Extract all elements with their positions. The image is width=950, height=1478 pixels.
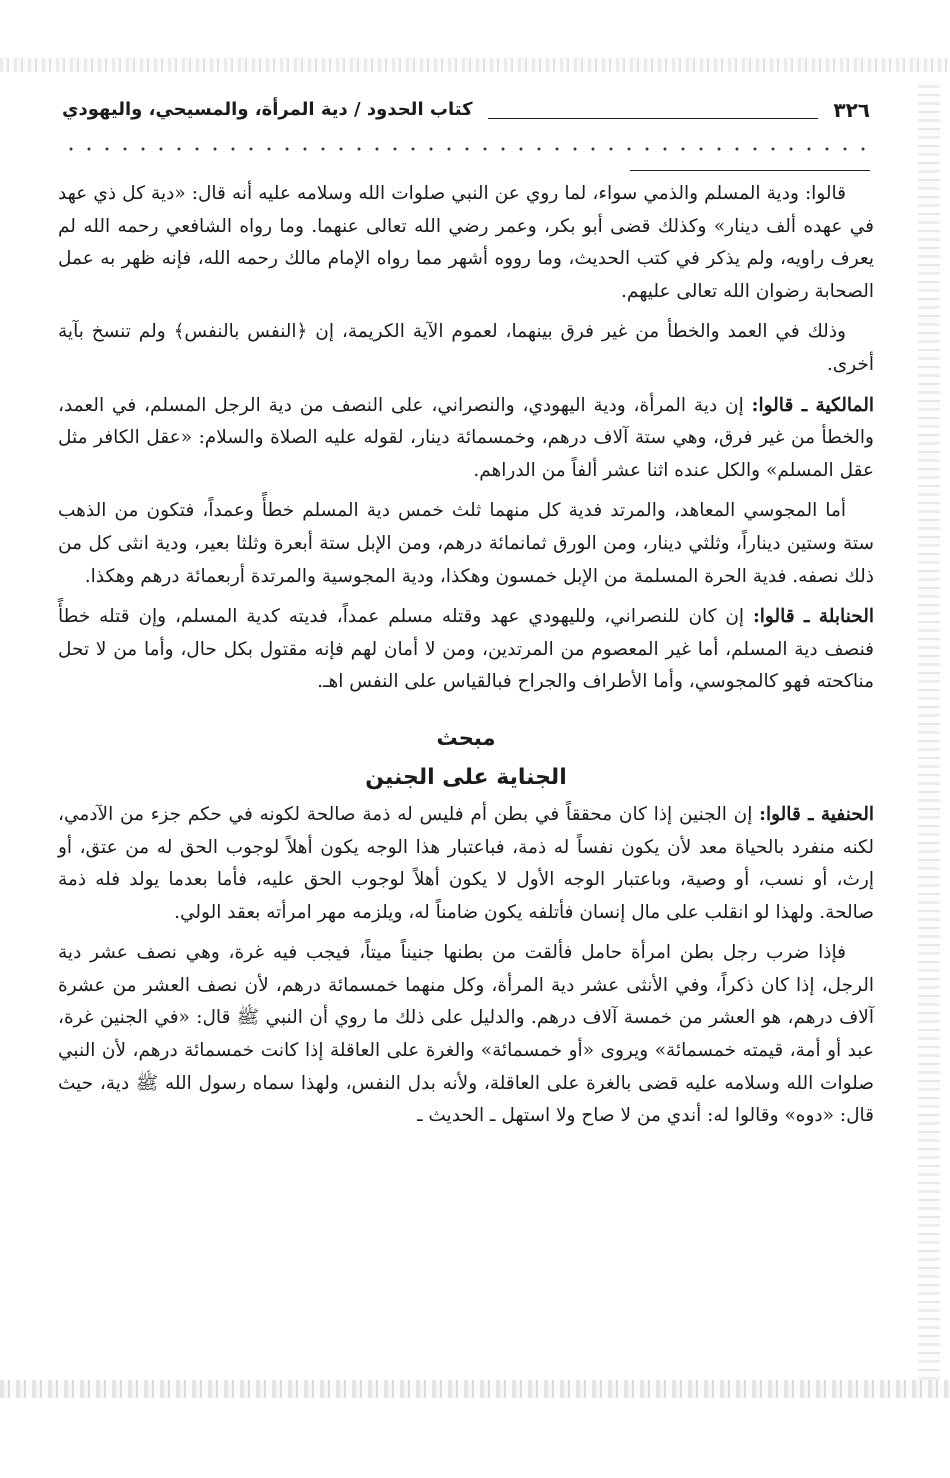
school-label: الحنفية ـ قالوا: — [759, 803, 874, 825]
scan-edge-top — [0, 58, 950, 72]
paragraph: أما المجوسي المعاهد، والمرتد فدية كل منهما ثلث خمس دية المسلم خطأً وعمداً، فتكون من الذهب ستة وستين ديناراً، وثلثي دينار، ومن الورق ثمانمائة درهم، ومن الإبل ستة أبعرة وثلثا بعير، ودية انثى كل من ذلك نصفه. فدية الحرة المسلمة من الإبل خمسون وهكذا، ودية المجوسية والمرتدة أربعمائة درهم وهكذا. — [58, 500, 874, 587]
paragraph: وذلك في العمد والخطأ من غير فرق بينهما، لعموم الآية الكريمة، إن ﴿النفس بالنفس﴾ ولم تنسخ بآية أخرى. — [58, 321, 874, 375]
paragraph-text: إن الجنين إذا كان محققاً في بطن أم فليس له ذمة صالحة لكونه في حكم جزء من الآدمي، لكنه منفرد بالحياة معد لأن يكون نفساً له ذمة، فباعتبار هذا الوجه يكون أهلاً لوجوب الحق له من عتق، أو إرث، أو نسب، أو وصية، وباعتبار الوجه الأول لا يكون أهلاً لوجوب الحق عليه، فأما بعدما يولد فله ذمة صالحة. ولهذا لو انقلب على مال إنسان فأتلفه يكون ضامناً له، ويلزمه مهر امرأته بعقد الولي. — [58, 803, 874, 923]
school-label: المالكية ـ قالوا: — [751, 394, 874, 416]
page-number: ٣٢٦ — [833, 98, 870, 122]
paragraph — [58, 601, 874, 699]
running-title: كتاب الحدود / دية المرأة، والمسيحي، واليهودي — [62, 99, 473, 120]
page-header — [62, 96, 870, 132]
section-subheading: الجناية على الجنين — [365, 764, 567, 790]
scan-edge-right — [918, 80, 940, 1380]
paragraph — [58, 799, 874, 929]
paragraph — [58, 390, 874, 488]
paragraph-text: إن دية المرأة، ودية اليهودي، والنصراني، على النصف من دية الرجل المسلم، في العمد، والخطأ من غير فرق، وهي ستة آلاف درهم، وخمسمائة دينار، لقوله عليه الصلاة والسلام: «عقل الكافر مثل عقل المسلم» والكل عنده اثنا عشر ألفاً من الدراهم. — [58, 394, 874, 481]
dotted-separator — [62, 144, 870, 154]
paragraph: قالوا: ودية المسلم والذمي سواء، لما روي عن النبي صلوات الله وسلامه عليه أنه قال: «دية كل ذي عهد في عهده ألف دينار» وكذلك قضى أبو بكر، وعمر رضي الله تعالى عنهما. وما رواه الشافعي رحمه الله لم يعرف راويه، ولم يذكر في كتب الحديث، وما رووه أشهر مما رواه الإمام مالك رحمه الله، فإنه ظهر به عمل الصحابة رضوان الله تعالى عليهم. — [58, 183, 874, 302]
section-heading: مبحث — [436, 725, 496, 750]
page-body — [58, 178, 874, 1141]
paragraph: فإذا ضرب رجل بطن امرأة حامل فألقت من بطنها جنيناً ميتاً، فيجب فيه غرة، وهي نصف عشر دية الرجل، إذا كان ذكراً، وفي الأنثى عشر دية المرأة، وكل منهما خمسمائة درهم، لأن نصف العشر من عشرة آلاف درهم، هو العشر من خمسة آلاف درهم. والدليل على ذلك ما روي أن النبي ﷺ قال: «في الجنين غرة، عبد أو أمة، قيمته خمسمائة» ويروى «أو خمسمائة» والغرة على العاقلة إذا كانت خمسمائة درهم، لأن النبي صلوات الله وسلامه عليه قضى بالغرة على العاقلة، ولأنه بدل النفس، ولهذا سماه رسول الله ﷺ دية، حيث قال: «دوه» وقالوا له: أندي من لا صاح ولا استهل ـ الحديث ـ — [58, 942, 874, 1127]
paragraph-text: إن كان للنصراني، ولليهودي عهد وقتله مسلم عمداً، فديته كدية المسلم، وإن قتله خطأً فنصف دية المسلم، أما غير المعصوم من المرتدين، ومن لا أمان لهم فإنه مقتول بكل حال، وأما من لا تحل مناكحته فهو كالمجوسي، وأما الأطراف والجراح فبالقياس على النفس اهـ. — [58, 606, 874, 693]
scan-edge-bottom — [0, 1380, 950, 1398]
header-rule — [488, 118, 818, 119]
footnote-rule — [630, 170, 870, 171]
school-label: الحنابلة ـ قالوا: — [752, 606, 874, 628]
